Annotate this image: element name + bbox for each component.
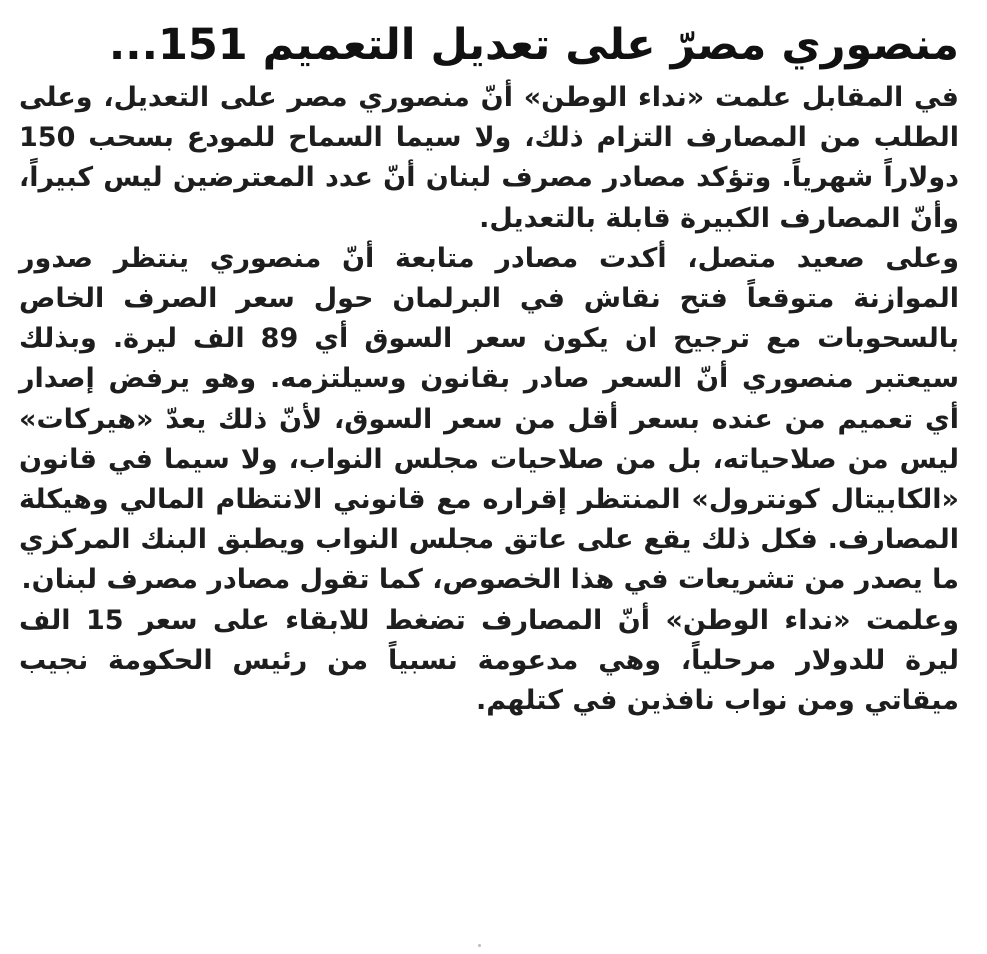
news-article bbox=[19, 14, 965, 721]
page-speck bbox=[478, 944, 481, 947]
article-paragraph-1: في المقابل علمت «نداء الوطن» أنّ منصوري مصر على التعديل، وعلى الطلب من المصارف التزام ذلك، ولا سيما السماح للمودع بسحب 150 دولاراً شهرياً. وتؤكد مصادر مصرف لبنان أنّ عدد المعترضين ليس كبيراً، وأنّ المصارف الكبيرة قابلة بالتعديل. bbox=[19, 82, 959, 234]
article-paragraph-3: وعلمت «نداء الوطن» أنّ المصارف تضغط للابقاء على سعر 15 الف ليرة للدولار مرحلياً، وهي مدعومة نسبياً من رئيس الحكومة نجيب ميقاتي ومن نواب نافذين في كتلهم. bbox=[19, 604, 959, 717]
article-body bbox=[19, 78, 965, 721]
article-headline: منصوري مصرّ على تعديل التعميم 151... bbox=[108, 20, 959, 70]
article-paragraph-2: وعلى صعيد متصل، أكدت مصادر متابعة أنّ منصوري ينتظر صدور الموازنة متوقعاً فتح نقاش في البرلمان حول سعر الصرف الخاص بالسحوبات مع ترجيح ان يكون سعر السوق أي 89 الف ليرة. وبذلك سيعتبر منصوري أنّ السعر صادر بقانون وسيلتزمه. وهو يرفض إصدار أي تعميم من عنده بسعر أقل من سعر السوق، لأنّ ذلك يعدّ «هيركات» ليس من صلاحياته، بل من صلاحيات مجلس النواب، ولا سيما في قانون «الكابيتال كونترول» المنتظر إقراره مع قانوني الانتظام المالي وهيكلة المصارف. فكل ذلك يقع على عاتق مجلس النواب ويطبق البنك المركزي ما يصدر من تشريعات في هذا الخصوص، كما تقول مصادر مصرف لبنان. bbox=[19, 242, 959, 596]
